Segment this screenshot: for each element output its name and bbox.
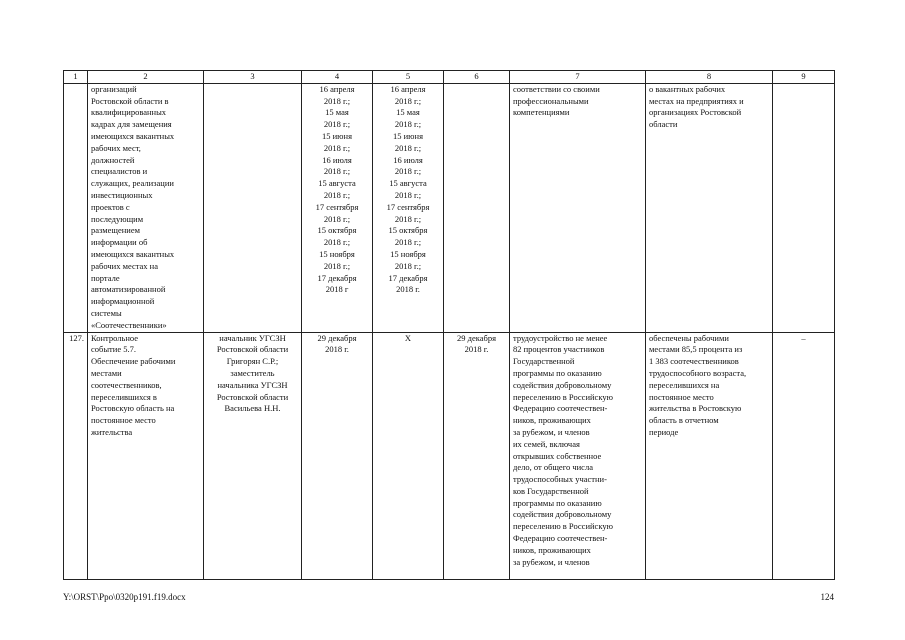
cell-line: 16 апреля — [319, 83, 355, 94]
cell-line: Ростовской области — [216, 391, 289, 402]
cell-note — [773, 332, 835, 579]
cell-line: 16 июля — [322, 154, 352, 165]
cell-description — [88, 83, 204, 332]
cell-line: организациях Ростовской — [649, 107, 742, 118]
cell-line: Федерацию соотечествен- — [513, 403, 608, 414]
cell-line: 2018 г.; — [323, 213, 351, 224]
cell-line: области — [649, 119, 678, 130]
cell-line: постоянное место — [91, 415, 156, 426]
cell-line: 15 ноября — [319, 248, 355, 259]
header-row — [64, 71, 835, 84]
cell-line: за рубежом, и членов — [513, 556, 590, 567]
cell-line: служащих, реализации — [91, 178, 174, 189]
cell-expected-result — [510, 83, 646, 332]
cell-line: инвестиционных — [91, 189, 153, 200]
cell-line: 2018 г.; — [394, 260, 422, 271]
cell-line: 17 декабря — [317, 272, 357, 283]
cell-line: их семей, включая — [513, 438, 580, 449]
cell-line: организаций — [91, 83, 137, 94]
cell-line: трудоустройство не менее — [513, 332, 608, 343]
cell-line: переселению в Российскую — [513, 391, 613, 402]
header-cell: 8 — [646, 71, 773, 84]
cell-line: 15 мая — [396, 107, 420, 118]
cell-line: 2018 г.; — [394, 119, 422, 130]
cell-line: профессиональными — [513, 95, 589, 106]
cell-line: 2018 г.; — [323, 142, 351, 153]
cell-line: 15 октября — [388, 225, 428, 236]
cell-line: 15 августа — [318, 178, 356, 189]
cell-line: имеющихся вакантных — [91, 248, 175, 259]
header-cell: 1 — [64, 71, 88, 84]
header-cell: 3 — [204, 71, 302, 84]
cell-line: местах на предприятиях и — [649, 95, 744, 106]
cell-line: 1 383 соотечественников — [649, 356, 739, 367]
cell-line: 2018 г.; — [394, 213, 422, 224]
cell-line: последующим — [91, 213, 144, 224]
table-row — [64, 83, 835, 332]
cell-line: трудоспособного возраста, — [649, 367, 747, 378]
cell-line: начальник УГСЗН — [219, 332, 286, 343]
cell-line: должностей — [91, 154, 135, 165]
cell-line: местами — [91, 367, 122, 378]
cell-line: 15 мая — [325, 107, 349, 118]
cell-line: дело, от общего числа — [513, 462, 593, 473]
plan-table — [63, 70, 835, 580]
cell-line: 15 октября — [317, 225, 357, 236]
cell-line: 2018 г. — [464, 344, 489, 355]
cell-line: специалистов и — [91, 166, 148, 177]
cell-actual-result — [646, 332, 773, 579]
cell-line: портале — [91, 272, 120, 283]
cell-line: Васильева Н.Н. — [224, 403, 281, 414]
cell-line: программы по оказанию — [513, 367, 602, 378]
table-row — [64, 332, 835, 579]
cell-line: 17 декабря — [388, 272, 428, 283]
cell-line: трудоспособных участни- — [513, 474, 607, 485]
cell-line: Ростовской области — [216, 344, 289, 355]
cell-line: Государственной — [513, 356, 575, 367]
cell-line: системы — [91, 307, 122, 318]
row-number-cell — [64, 83, 88, 332]
cell-line: 15 июня — [322, 130, 352, 141]
file-path: Y:\ORST\Ppo\0320p191.f19.docx — [63, 592, 186, 602]
cell-planned-date — [302, 332, 373, 579]
cell-line: 2018 г.; — [323, 189, 351, 200]
page-number: 124 — [820, 592, 834, 602]
cell-line: программы по оказанию — [513, 497, 602, 508]
header-cell: 9 — [773, 71, 835, 84]
header-cell: 4 — [302, 71, 373, 84]
cell-line: проектов с — [91, 201, 130, 212]
cell-line: – — [801, 332, 806, 343]
cell-line: 2018 г.; — [394, 166, 422, 177]
cell-line: 2018 г.; — [394, 189, 422, 200]
cell-line: соотечественников, — [91, 379, 162, 390]
cell-expected-result — [510, 332, 646, 579]
cell-line: 2018 г.; — [323, 119, 351, 130]
cell-line: ников, проживающих — [513, 544, 591, 555]
header-cell: 2 — [88, 71, 204, 84]
cell-line: 2018 г.; — [394, 142, 422, 153]
cell-line: 2018 г.; — [394, 237, 422, 248]
cell-line: жительства в Ростовскую — [649, 403, 742, 414]
cell-line: 2018 г.; — [323, 237, 351, 248]
cell-line: постоянное место — [649, 391, 714, 402]
cell-line: информационной — [91, 296, 155, 307]
cell-line: область в отчетном — [649, 415, 719, 426]
cell-line: Контрольное — [91, 332, 139, 343]
cell-line: 16 июля — [393, 154, 423, 165]
cell-line: 29 декабря — [457, 332, 496, 343]
cell-line: соответствии со своими — [513, 83, 600, 94]
cell-line: 2018 г. — [325, 344, 349, 355]
cell-line: обеспечены рабочими — [649, 332, 729, 343]
cell-line: Обеспечение рабочими — [91, 356, 176, 367]
row-number-cell: 127. — [64, 332, 88, 579]
cell-deadline — [444, 83, 510, 332]
cell-planned-date — [302, 83, 373, 332]
cell-line: событие 5.7. — [91, 344, 136, 355]
cell-line: 2018 г — [325, 284, 349, 295]
cell-line: Ростовской области в — [91, 95, 169, 106]
header-cell: 5 — [373, 71, 444, 84]
cell-line: содействия добровольному — [513, 379, 612, 390]
cell-note — [773, 83, 835, 332]
cell-line: Григорян С.Р.; — [226, 356, 279, 367]
cell-line: «Соотечественники» — [91, 319, 167, 330]
cell-responsible — [204, 83, 302, 332]
cell-description — [88, 332, 204, 579]
cell-line: 17 сентября — [386, 201, 430, 212]
cell-line: автоматизированной — [91, 284, 166, 295]
cell-line: периоде — [649, 426, 679, 437]
cell-line: жительства — [91, 426, 133, 437]
cell-line: заместитель — [230, 367, 275, 378]
cell-line: рабочих местах на — [91, 260, 158, 271]
cell-actual-date — [373, 83, 444, 332]
cell-responsible — [204, 332, 302, 579]
cell-line: ников, проживающих — [513, 415, 591, 426]
cell-line: рабочих мест, — [91, 142, 141, 153]
cell-line: 82 процентов участников — [513, 344, 605, 355]
cell-line: Федерацию соотечествен- — [513, 533, 608, 544]
cell-line: переселившихся в — [91, 391, 157, 402]
cell-line: переселившихся на — [649, 379, 720, 390]
cell-line: 2018 г.; — [323, 95, 351, 106]
cell-line: открывших собственное — [513, 450, 602, 461]
cell-line: 2018 г.; — [323, 166, 351, 177]
header-cell: 6 — [444, 71, 510, 84]
cell-line: кадрах для замещения — [91, 119, 172, 130]
cell-line: 15 июня — [393, 130, 423, 141]
cell-actual-result — [646, 83, 773, 332]
cell-line: 2018 г. — [396, 284, 420, 295]
cell-line: начальника УГСЗН — [217, 379, 288, 390]
cell-line: 16 апреля — [390, 83, 426, 94]
cell-line: размещением — [91, 225, 140, 236]
cell-line: 2018 г.; — [323, 260, 351, 271]
cell-line: 29 декабря — [317, 332, 357, 343]
cell-line: Ростовскую область на — [91, 403, 175, 414]
cell-actual-date — [373, 332, 444, 579]
cell-line: 2018 г.; — [394, 95, 422, 106]
cell-line: компетенциями — [513, 107, 570, 118]
cell-line: 15 ноября — [390, 248, 426, 259]
cell-line: 17 сентября — [315, 201, 359, 212]
cell-line: за рубежом, и членов — [513, 426, 590, 437]
cell-deadline — [444, 332, 510, 579]
cell-line: имеющихся вакантных — [91, 130, 175, 141]
cell-line: о вакантных рабочих — [649, 83, 726, 94]
cell-line: квалифицированных — [91, 107, 167, 118]
cell-line: ков Государственной — [513, 485, 589, 496]
cell-line: информации об — [91, 237, 148, 248]
cell-line: X — [404, 332, 412, 343]
cell-line: переселению в Российскую — [513, 521, 613, 532]
header-cell: 7 — [510, 71, 646, 84]
cell-line: содействия добровольному — [513, 509, 612, 520]
cell-line: местами 85,5 процента из — [649, 344, 743, 355]
cell-line: 15 августа — [389, 178, 427, 189]
